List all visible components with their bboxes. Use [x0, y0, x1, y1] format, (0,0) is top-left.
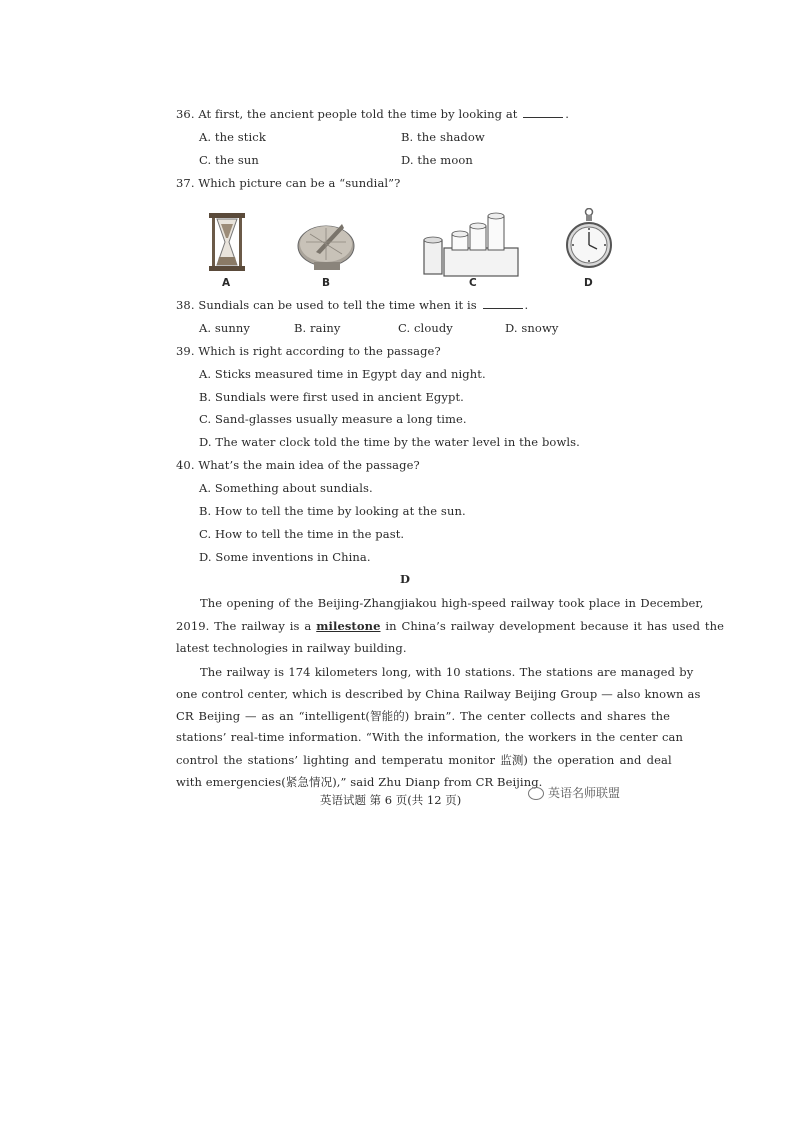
question-38 — [176, 298, 528, 312]
question-37: 37. Which picture can be a “sundial”? — [176, 176, 401, 190]
passage-line: CR Beijing — as an “intelligent(智能的) brain”. The center collects and shares the — [176, 709, 671, 723]
option-38-c: C. cloudy — [398, 321, 453, 335]
option-40-d: D. Some inventions in China. — [199, 550, 371, 564]
page-footer: 英语试题 第 6 页(共 12 页) — [320, 793, 462, 807]
option-39-d: D. The water clock told the time by the water level in the bowls. — [199, 435, 580, 449]
hourglass-icon — [207, 212, 247, 272]
picture-label-a: A — [222, 277, 231, 289]
option-36-d: D. the moon — [401, 153, 473, 167]
option-36-b: B. the shadow — [401, 130, 485, 144]
option-39-c: C. Sand-glasses usually measure a long time. — [199, 412, 467, 426]
question-38-end: . — [524, 298, 529, 312]
section-heading: D — [400, 572, 411, 586]
question-36-text: 36. At first, the ancient people told the time by looking at — [176, 107, 518, 121]
picture-label-c: C — [469, 277, 477, 289]
watermark — [528, 784, 620, 801]
passage-line: latest technologies in railway building. — [176, 641, 407, 655]
sundial-icon — [296, 214, 358, 272]
answer-blank — [483, 299, 523, 309]
passage-line: stations’ real-time information. “With the information, the workers in the center can — [176, 730, 683, 744]
option-38-d: D. snowy — [505, 321, 559, 335]
passage-text: 2019. The railway is a — [176, 619, 312, 633]
option-40-c: C. How to tell the time in the past. — [199, 527, 405, 541]
option-40-b: B. How to tell the time by looking at the sun. — [199, 504, 466, 518]
option-36-c: C. the sun — [199, 153, 259, 167]
passage-line — [176, 619, 724, 633]
question-38-text: 38. Sundials can be used to tell the time when it is — [176, 298, 477, 312]
passage-line: control the stations’ lighting and temperatu monitor 监测) the operation and deal — [176, 753, 672, 767]
passage-text: in China’s railway development because it has used the — [385, 619, 725, 633]
question-40: 40. What’s the main idea of the passage? — [176, 458, 420, 472]
option-39-a: A. Sticks measured time in Egypt day and night. — [199, 367, 486, 381]
option-36-a: A. the stick — [199, 130, 266, 144]
picture-label-d: D — [584, 277, 593, 289]
option-39-b: B. Sundials were first used in ancient Egypt. — [199, 390, 464, 404]
picture-label-b: B — [322, 277, 331, 289]
answer-blank — [523, 108, 563, 118]
keyword-milestone: milestone — [316, 619, 381, 633]
water-clock-icon — [422, 210, 522, 278]
question-36-end: . — [565, 107, 570, 121]
watermark-text: 英语名师联盟 — [548, 786, 621, 800]
question-36 — [176, 107, 569, 121]
question-39: 39. Which is right according to the passage? — [176, 344, 441, 358]
passage-line: The opening of the Beijing-Zhangjiakou high-speed railway took place in December, — [200, 596, 704, 610]
option-38-a: A. sunny — [199, 321, 251, 335]
pocket-watch-icon — [565, 208, 613, 272]
chat-bubble-icon — [528, 787, 544, 800]
passage-line: The railway is 174 kilometers long, with 10 stations. The stations are managed by — [200, 665, 694, 679]
option-38-b: B. rainy — [294, 321, 341, 335]
option-40-a: A. Something about sundials. — [199, 481, 373, 495]
passage-line: one control center, which is described by China Railway Beijing Group — also known as — [176, 687, 701, 701]
passage-line: with emergencies(紧急情况),” said Zhu Dianp from CR Beijing. — [176, 775, 543, 789]
